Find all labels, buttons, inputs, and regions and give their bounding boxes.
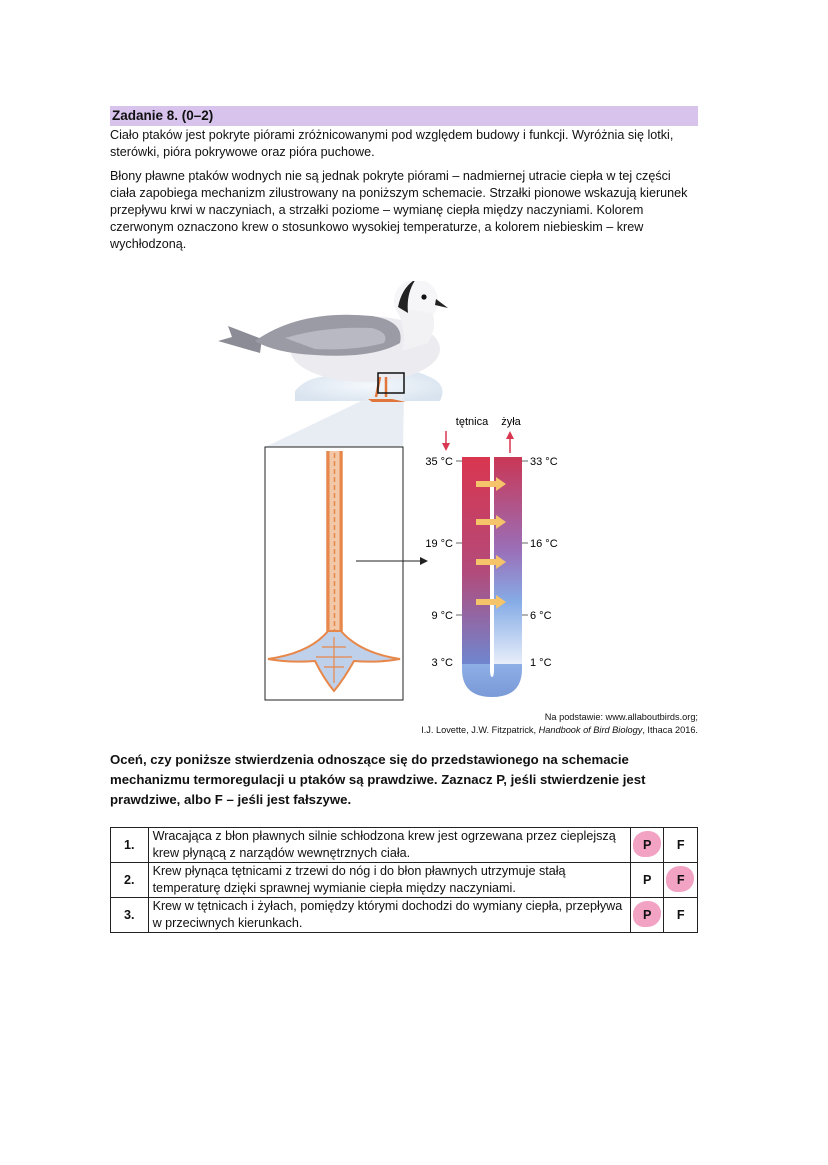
- artery-temp-2: 19 °C: [425, 538, 453, 550]
- bird-tail: [218, 326, 262, 353]
- task-title: Zadanie 8. (0–2): [110, 106, 698, 126]
- artery-temp-1: 35 °C: [425, 456, 453, 468]
- vessel-bend: [462, 664, 522, 697]
- vein-label: żyła: [501, 416, 521, 428]
- option-p-1[interactable]: P: [630, 828, 664, 863]
- option-f-1[interactable]: F: [664, 828, 698, 863]
- table-row: [111, 898, 698, 933]
- table-row: [111, 828, 698, 863]
- task-page: [110, 106, 698, 930]
- task-intro: Ciało ptaków jest pokryte piórami zróżnicowanymi pod względem budowy i funkcji. Wyróżnia się lotki, sterówki, pióra pokrywowe oraz pióra puchowe.: [110, 128, 674, 159]
- artery-label: tętnica: [455, 416, 489, 428]
- statement-text: Wracająca z błon pławnych silnie schłodzona krew jest ogrzewana przez cieplejszą krew płynącą z narządów wewnętrznych ciała.: [148, 828, 630, 863]
- figure-source: [421, 711, 698, 737]
- artery-temp-3: 9 °C: [431, 610, 453, 622]
- table-row: [111, 863, 698, 898]
- statement-number: 1.: [111, 828, 149, 863]
- artery-temp-4: 3 °C: [431, 657, 453, 669]
- true-false-table: [110, 827, 698, 933]
- vein-temp-4: 1 °C: [530, 657, 552, 669]
- thermoregulation-figure: [110, 281, 698, 741]
- option-f-3[interactable]: F: [664, 898, 698, 933]
- vein-temp-3: 6 °C: [530, 610, 552, 622]
- statement-text: Krew płynąca tętnicami z trzewi do nóg i do błon pławnych utrzymuje stałą temperaturę dzięki sprawnej wymianie ciepła między naczyniami.: [148, 863, 630, 898]
- source-line-1: Na podstawie: www.allaboutbirds.org;: [544, 712, 698, 722]
- option-f-2[interactable]: F: [664, 863, 698, 898]
- vein-temp-1: 33 °C: [530, 456, 558, 468]
- statement-number: 3.: [111, 898, 149, 933]
- question-instruction: Oceń, czy poniższe stwierdzenia odnoszące się do przedstawionego na schemacie mechanizmu termoregulacji u ptaków są prawdziwe. Zaznacz P, jeśli stwierdzenie jest prawdziwe, albo F – jeśli jest fałszywe.: [110, 752, 646, 807]
- vein-temp-2: 16 °C: [530, 538, 558, 550]
- option-p-2[interactable]: P: [630, 863, 664, 898]
- source-line-2: I.J. Lovette, J.W. Fitzpatrick, Handbook of Bird Biology, Ithaca 2016.: [421, 725, 698, 735]
- option-p-3[interactable]: P: [630, 898, 664, 933]
- bird-eye: [421, 294, 426, 299]
- task-description: Błony pławne ptaków wodnych nie są jednak pokryte piórami – nadmiernej utracie ciepła w tej części ciała zapobiega mechanizm zilustrowany na poniższym schemacie. Strzałki pionowe wskazują kierunek przepływu krwi w naczyniach, a strzałki poziome – wymianę ciepła między naczyniami. Kolorem czerwonym oznaczono krew o stosunkowo wysokiej temperaturze, a kolorem niebieskim – krew wychłodzoną.: [110, 169, 688, 251]
- statement-text: Krew w tętnicach i żyłach, pomiędzy którymi dochodzi do wymiany ciepła, przepływa w przeciwnych kierunkach.: [148, 898, 630, 933]
- statement-number: 2.: [111, 863, 149, 898]
- pointer-arrow-head: [420, 557, 428, 565]
